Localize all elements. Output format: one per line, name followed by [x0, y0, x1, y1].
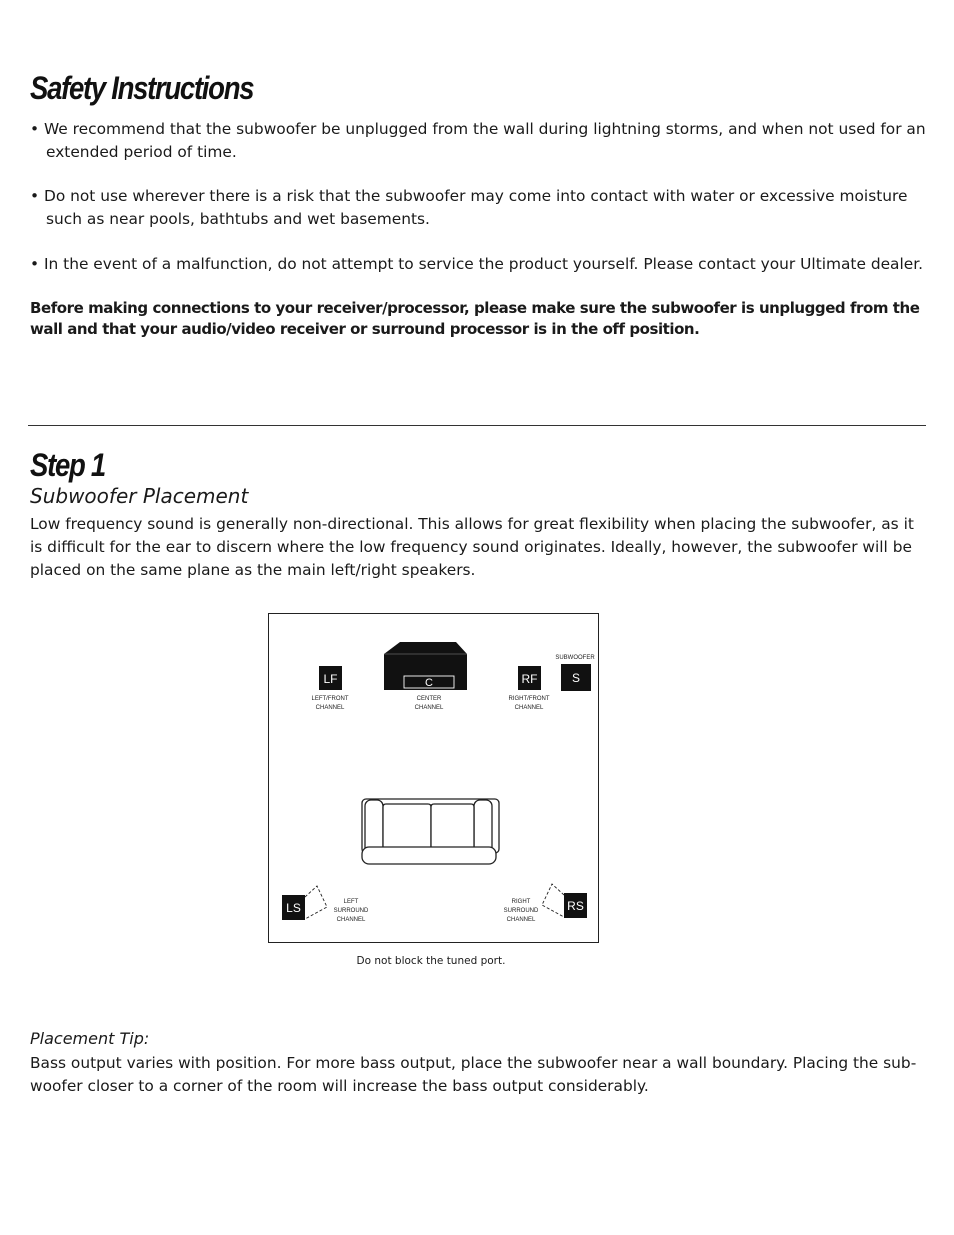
c-label-line2: CHANNEL: [414, 705, 444, 711]
section-divider: [28, 425, 926, 426]
rf-speaker: [509, 666, 550, 711]
rs-speaker: [504, 884, 587, 923]
lf-speaker: [312, 666, 349, 711]
lf-label-line2: CHANNEL: [315, 705, 345, 711]
step1-subtitle: Subwoofer Placement: [30, 484, 249, 508]
safety-bullet-unplug: • We recommend that the subwoofer be unplugged from the wall during lightning storms, and when not used for an extended period of time.: [30, 120, 926, 161]
lf-label-line1: LEFT/FRONT: [311, 696, 349, 702]
rf-label-line1: RIGHT/FRONT: [508, 696, 550, 702]
ls-label-line3: CHANNEL: [336, 917, 366, 923]
tip-body: Bass output varies with position. For more bass output, place the subwoofer near a wall boundary. Placing the sub-woofer closer to a corner of the room will increase the bass output considerably.: [30, 1054, 917, 1095]
center-speaker-tv: [384, 642, 467, 711]
safety-bullet-moisture: • Do not use wherever there is a risk that the subwoofer may come into contact with water or excessive moisture such as near pools, bathtubs and wet basements.: [30, 187, 908, 228]
ls-speaker: [282, 886, 369, 923]
s-box-label: S: [571, 671, 581, 685]
placement-diagram: [268, 613, 599, 943]
ls-box-label: LS: [286, 901, 301, 915]
step1-body: Low frequency sound is generally non-directional. This allows for great flexibility when placing the subwoofer, as it is difficult for the ear to discern where the low frequency sound originates. Ideally, however, the subwoofer will be placed on the same plane as the main left/right speakers.: [30, 515, 914, 579]
rs-label-line2: SURROUND: [503, 908, 539, 914]
rs-label-line1: RIGHT: [511, 899, 531, 905]
rf-box-label: RF: [521, 672, 538, 686]
safety-title: Safety Instructions: [30, 70, 254, 106]
subwoofer-speaker: [555, 655, 595, 691]
sofa-icon: [362, 799, 499, 864]
rs-label-line3: CHANNEL: [506, 917, 536, 923]
c-box-label: C: [425, 677, 433, 689]
subwoofer-label: SUBWOOFER: [555, 655, 595, 661]
ls-label-line1: LEFT: [343, 899, 359, 905]
ls-label-line2: SURROUND: [333, 908, 369, 914]
rs-box-label: RS: [567, 899, 584, 913]
c-label-line1: CENTER: [416, 696, 442, 702]
step1-title: Step 1: [30, 447, 105, 483]
lf-box-label: LF: [323, 672, 338, 686]
safety-warning: Before making connections to your receiver/processor, please make sure the subwoofer is unplugged from the wall and that your audio/video receiver or surround processor is in the off position.: [30, 299, 920, 338]
tip-title: Placement Tip:: [30, 1029, 150, 1048]
rf-label-line2: CHANNEL: [514, 705, 544, 711]
diagram-caption: Do not block the tuned port.: [356, 955, 506, 967]
safety-bullet-service: • In the event of a malfunction, do not attempt to service the product yourself. Please contact your Ultimate dealer.: [30, 255, 924, 273]
